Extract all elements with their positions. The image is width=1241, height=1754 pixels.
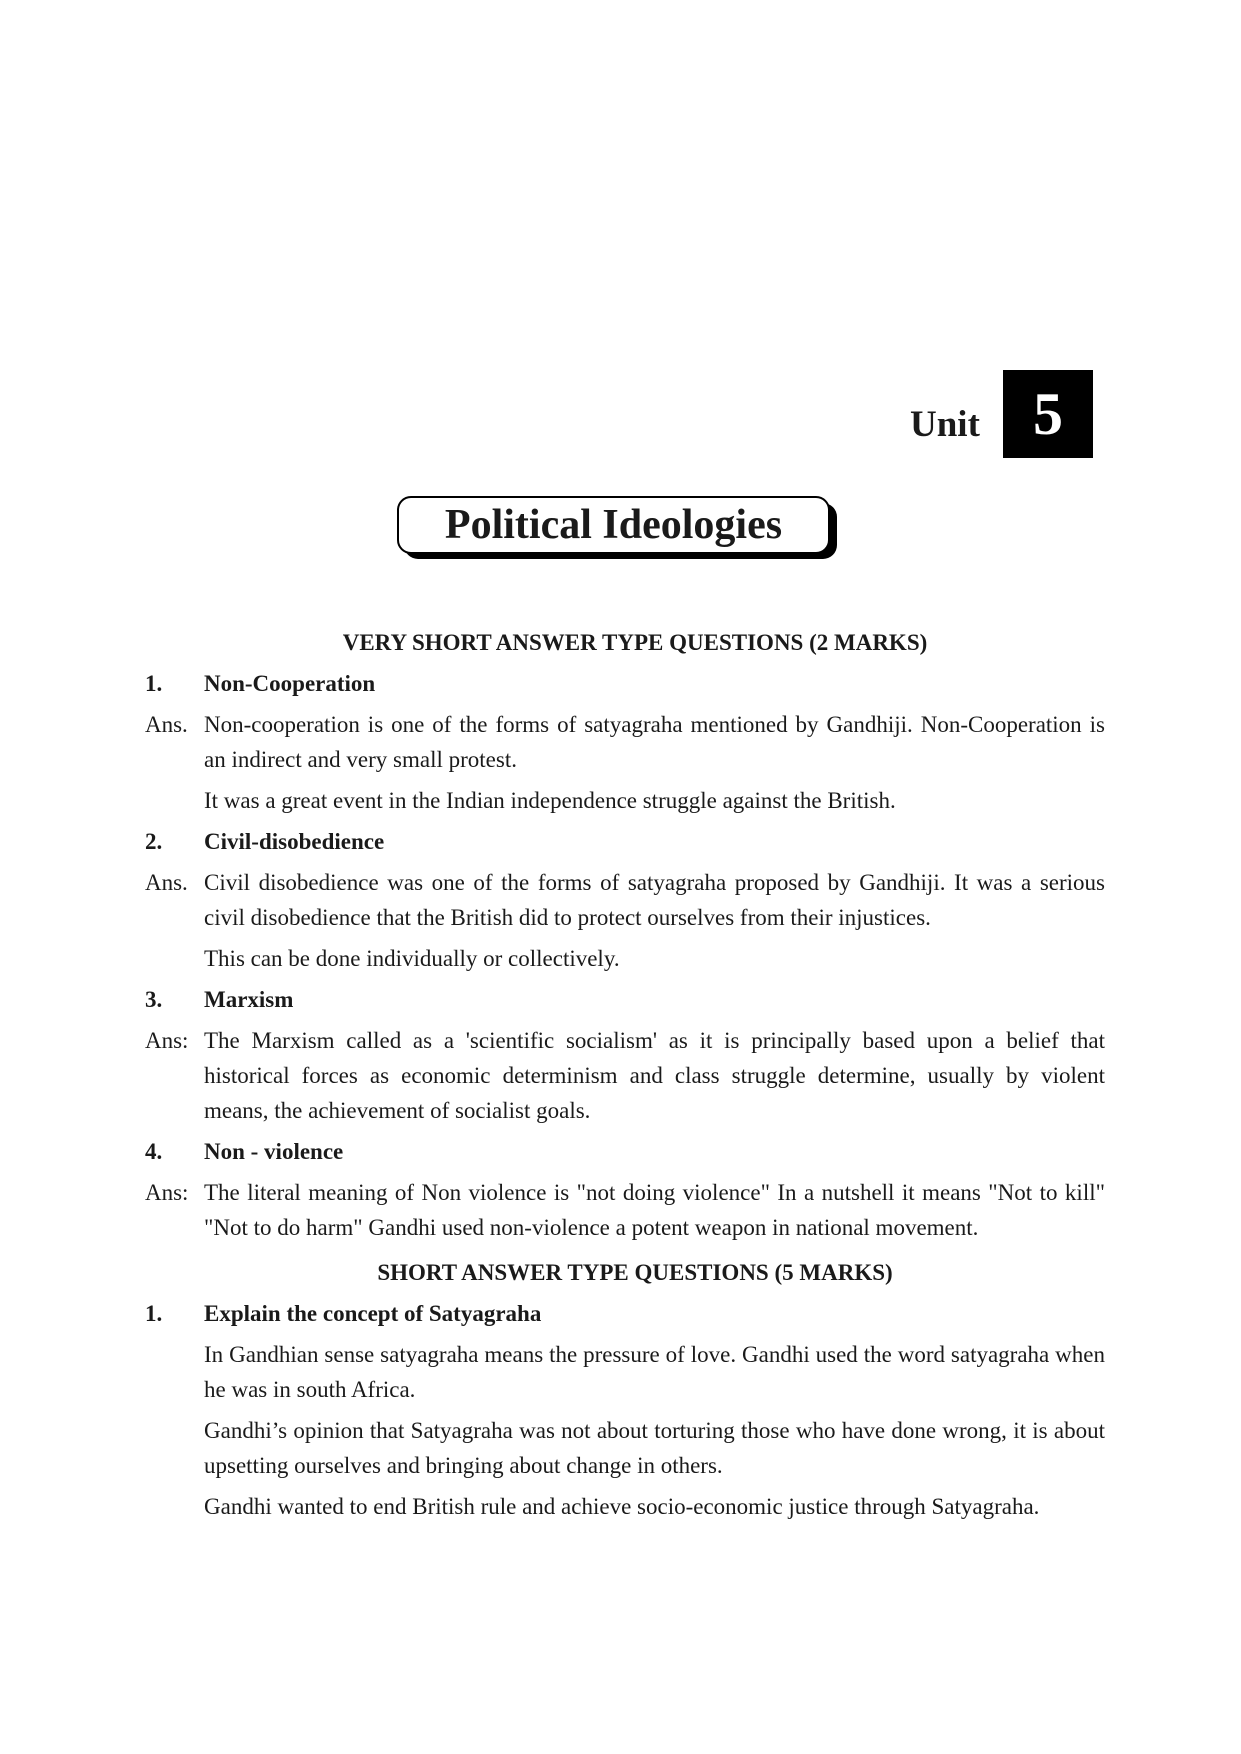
answer-text: Civil disobedience was one of the forms of satyagraha proposed by Gandhiji. It was a serious civil disobedience that the British did to protect ourselves from their injustices. xyxy=(204,870,1105,930)
answer-paragraph: Gandhi wanted to end British rule and achieve socio-economic justice through Satyagraha. xyxy=(204,1494,1040,1519)
section-heading-short: SHORT ANSWER TYPE QUESTIONS (5 MARKS) xyxy=(377,1260,893,1285)
question-text: Marxism xyxy=(204,987,294,1012)
answer-text: Non-cooperation is one of the forms of satyagraha mentioned by Gandhiji. Non-Cooperation is an indirect and very small protest. xyxy=(204,712,1105,772)
question-text: Non - violence xyxy=(204,1139,344,1164)
unit-number: 5 xyxy=(1033,381,1063,447)
question-number: 3. xyxy=(145,987,163,1012)
question-text: Civil-disobedience xyxy=(204,829,385,854)
chapter-title-banner xyxy=(397,496,834,556)
answer-row xyxy=(145,865,1105,935)
chapter-title-box xyxy=(397,496,830,554)
answer-row xyxy=(145,707,1105,777)
section-heading-very-short: VERY SHORT ANSWER TYPE QUESTIONS (2 MARKS) xyxy=(342,630,928,655)
answer-label: Ans: xyxy=(145,1180,189,1205)
answer-paragraph: This can be done individually or collectively. xyxy=(204,946,620,971)
answer-label: Ans. xyxy=(145,712,188,737)
answer-paragraph: Gandhi’s opinion that Satyagraha was not about torturing those who have done wrong, it is about upsetting ourselves and bringing about change in others. xyxy=(204,1418,1105,1478)
question-number: 4. xyxy=(145,1139,163,1164)
answer-row xyxy=(145,1175,1105,1245)
question-text: Explain the concept of Satyagraha xyxy=(204,1301,542,1326)
question-row xyxy=(145,824,1105,859)
question-number: 2. xyxy=(145,829,163,854)
question-row xyxy=(145,1296,1105,1331)
unit-number-box xyxy=(1003,370,1093,458)
question-row xyxy=(145,982,1105,1017)
question-number: 1. xyxy=(145,1301,163,1326)
answer-label: Ans. xyxy=(145,870,188,895)
question-row xyxy=(145,666,1105,701)
question-row xyxy=(145,1134,1105,1169)
answer-paragraph: It was a great event in the Indian independence struggle against the British. xyxy=(204,788,896,813)
page-content xyxy=(145,625,1105,1530)
answer-paragraph: In Gandhian sense satyagraha means the pressure of love. Gandhi used the word satyagraha when he was in south Africa. xyxy=(204,1342,1105,1402)
question-number: 1. xyxy=(145,671,163,696)
question-text: Non-Cooperation xyxy=(204,671,376,696)
answer-text: The Marxism called as a 'scientific socialism' as it is principally based upon a belief that historical forces as economic determinism and class struggle determine, usually by violent means, the achievement of socialist goals. xyxy=(204,1028,1105,1123)
chapter-title: Political Ideologies xyxy=(444,502,783,548)
unit-label: Unit xyxy=(910,404,980,445)
unit-header xyxy=(910,370,1093,458)
answer-row xyxy=(145,1023,1105,1128)
answer-text: The literal meaning of Non violence is "not doing violence" In a nutshell it means "Not to kill" "Not to do harm" Gandhi used non-violence a potent weapon in national movement. xyxy=(204,1180,1105,1240)
answer-label: Ans: xyxy=(145,1028,189,1053)
